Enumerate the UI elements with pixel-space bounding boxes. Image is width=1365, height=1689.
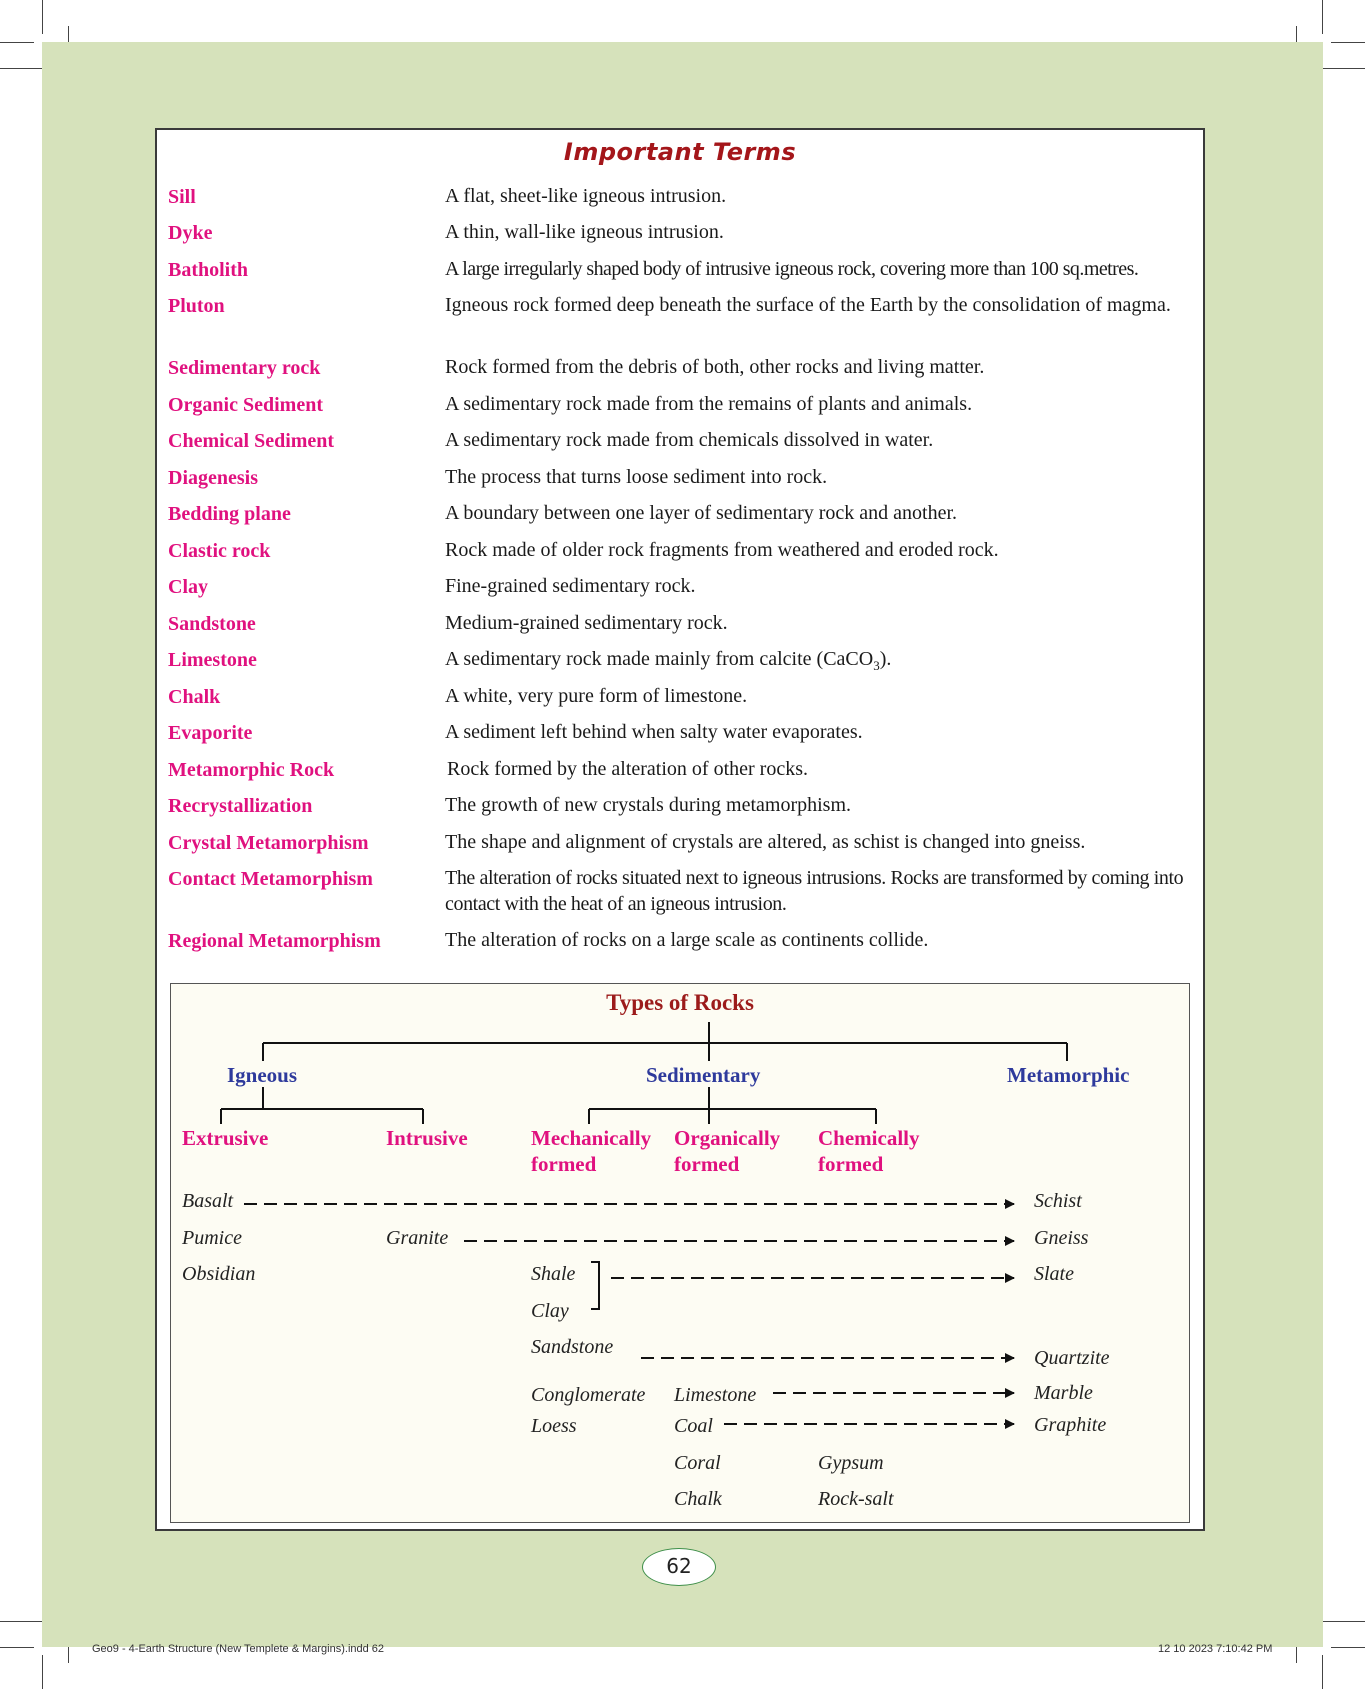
- subcategory-line: Organically: [674, 1126, 781, 1150]
- rock-sandstone: Sandstone: [531, 1336, 614, 1358]
- rock-loess: Loess: [531, 1415, 577, 1437]
- subcategory-intrusive: Intrusive: [386, 1126, 468, 1150]
- term-definition-text: A sedimentary rock made mainly from calcite (CaCO: [445, 648, 874, 670]
- term-definition: A sedimentary rock made from the remains of plants and animals.: [445, 393, 973, 415]
- term-label: Clay: [168, 576, 208, 598]
- subcategory-mechanically-formed: [531, 1125, 651, 1177]
- terms-panel: [155, 128, 1205, 1531]
- term-definition: [445, 646, 1197, 679]
- category-metamorphic: Metamorphic: [1007, 1063, 1130, 1087]
- subcategory-line: formed: [531, 1152, 597, 1176]
- category-sedimentary: Sedimentary: [646, 1063, 761, 1087]
- term-definition: The alteration of rocks on a large scale as continents collide.: [445, 929, 929, 951]
- rock-rocksalt: Rock-salt: [818, 1488, 894, 1510]
- term-label: Sandstone: [168, 613, 256, 635]
- term-label: Evaporite: [168, 722, 253, 744]
- term-label: Diagenesis: [168, 467, 258, 489]
- rock-types-diagram: [170, 983, 1190, 1523]
- rock-schist: Schist: [1034, 1190, 1082, 1212]
- rock-obsidian: Obsidian: [182, 1263, 256, 1285]
- term-label: Chemical Sediment: [168, 430, 335, 452]
- rock-gneiss: Gneiss: [1034, 1227, 1089, 1249]
- term-label: Chalk: [168, 686, 221, 708]
- rock-chalk: Chalk: [674, 1488, 722, 1510]
- rock-slate: Slate: [1034, 1263, 1074, 1285]
- page-number: 62: [642, 1548, 716, 1586]
- rock-shale: Shale: [531, 1263, 576, 1285]
- term-definition: A sediment left behind when salty water evaporates.: [445, 721, 863, 743]
- term-definition: Medium-grained sedimentary rock.: [445, 612, 728, 634]
- term-label: Recrystallization: [168, 795, 313, 817]
- term-definition: Rock made of older rock fragments from weathered and eroded rock.: [445, 539, 999, 561]
- subcategory-extrusive: Extrusive: [182, 1126, 269, 1150]
- term-label: Limestone: [168, 649, 257, 671]
- term-label: Bedding plane: [168, 503, 291, 525]
- rock-graphite: Graphite: [1034, 1414, 1107, 1436]
- subcategory-line: Chemically: [818, 1126, 920, 1150]
- rock-gypsum: Gypsum: [818, 1452, 884, 1474]
- term-definition: A boundary between one layer of sedimentary rock and another.: [445, 502, 958, 524]
- term-definition: A flat, sheet-like igneous intrusion.: [445, 185, 727, 207]
- term-label: Contact Metamorphism: [168, 868, 373, 890]
- footer-timestamp: 12 10 2023 7:10:42 PM: [1158, 1643, 1273, 1655]
- term-label: Organic Sediment: [168, 394, 323, 416]
- rock-coal: Coal: [674, 1415, 713, 1437]
- term-definition: The alteration of rocks situated next to igneous intrusions. Rocks are transformed by coming into contact with the heat of an igneous intrusion.: [445, 867, 1184, 915]
- term-definition-text-end: ).: [879, 648, 892, 670]
- term-definition: A white, very pure form of limestone.: [445, 685, 748, 707]
- term-definition: A large irregularly shaped body of intrusive igneous rock, covering more than 100 sq.metres.: [445, 258, 1139, 280]
- term-label: Batholith: [168, 259, 249, 281]
- rock-marble: Marble: [1034, 1382, 1093, 1404]
- term-label: Clastic rock: [168, 540, 271, 562]
- term-definition: A sedimentary rock made from chemicals dissolved in water.: [445, 429, 934, 451]
- subcategory-line: formed: [674, 1152, 740, 1176]
- rock-granite: Granite: [386, 1227, 449, 1249]
- term-definition: Rock formed from the debris of both, other rocks and living matter.: [445, 356, 985, 378]
- term-definition: The growth of new crystals during metamorphism.: [445, 794, 852, 816]
- term-definition: Igneous rock formed deep beneath the surface of the Earth by the consolidation of magma.: [445, 294, 1171, 316]
- term-label: Crystal Metamorphism: [168, 832, 369, 854]
- subcategory-line: formed: [818, 1152, 884, 1176]
- term-label: Regional Metamorphism: [168, 930, 381, 952]
- rock-pumice: Pumice: [182, 1227, 242, 1249]
- subcategory-organically-formed: [674, 1125, 780, 1177]
- term-label: Sill: [168, 186, 196, 208]
- subcategory-chemically-formed: [818, 1125, 919, 1177]
- term-definition: The shape and alignment of crystals are altered, as schist is changed into gneiss.: [445, 831, 1086, 853]
- rock-basalt: Basalt: [182, 1190, 234, 1212]
- rock-limestone: Limestone: [674, 1384, 757, 1406]
- term-definition: A thin, wall-like igneous intrusion.: [445, 221, 724, 243]
- term-definition: The process that turns loose sediment into rock.: [445, 466, 828, 488]
- term-definition-subscript: 3: [873, 658, 880, 673]
- rock-coral: Coral: [674, 1452, 721, 1474]
- term-label: Pluton: [168, 295, 225, 317]
- rock-quartzite: Quartzite: [1034, 1347, 1110, 1369]
- shale-clay-bracket: [591, 1262, 599, 1309]
- terms-title: Important Terms: [563, 138, 797, 166]
- term-label: Dyke: [168, 222, 213, 244]
- subcategory-line: Mechanically: [531, 1126, 652, 1150]
- category-igneous: Igneous: [227, 1063, 298, 1087]
- term-label: Metamorphic Rock: [168, 759, 335, 781]
- rock-conglomerate: Conglomerate: [531, 1384, 646, 1406]
- term-definition: Fine-grained sedimentary rock.: [445, 575, 696, 597]
- diagram-title: Types of Rocks: [606, 990, 754, 1015]
- rock-clay: Clay: [531, 1300, 569, 1322]
- term-label: Sedimentary rock: [168, 357, 321, 379]
- term-definition: Rock formed by the alteration of other rocks.: [447, 758, 808, 780]
- footer-filename: Geo9 - 4-Earth Structure (New Templete & Margins).indd 62: [92, 1643, 385, 1655]
